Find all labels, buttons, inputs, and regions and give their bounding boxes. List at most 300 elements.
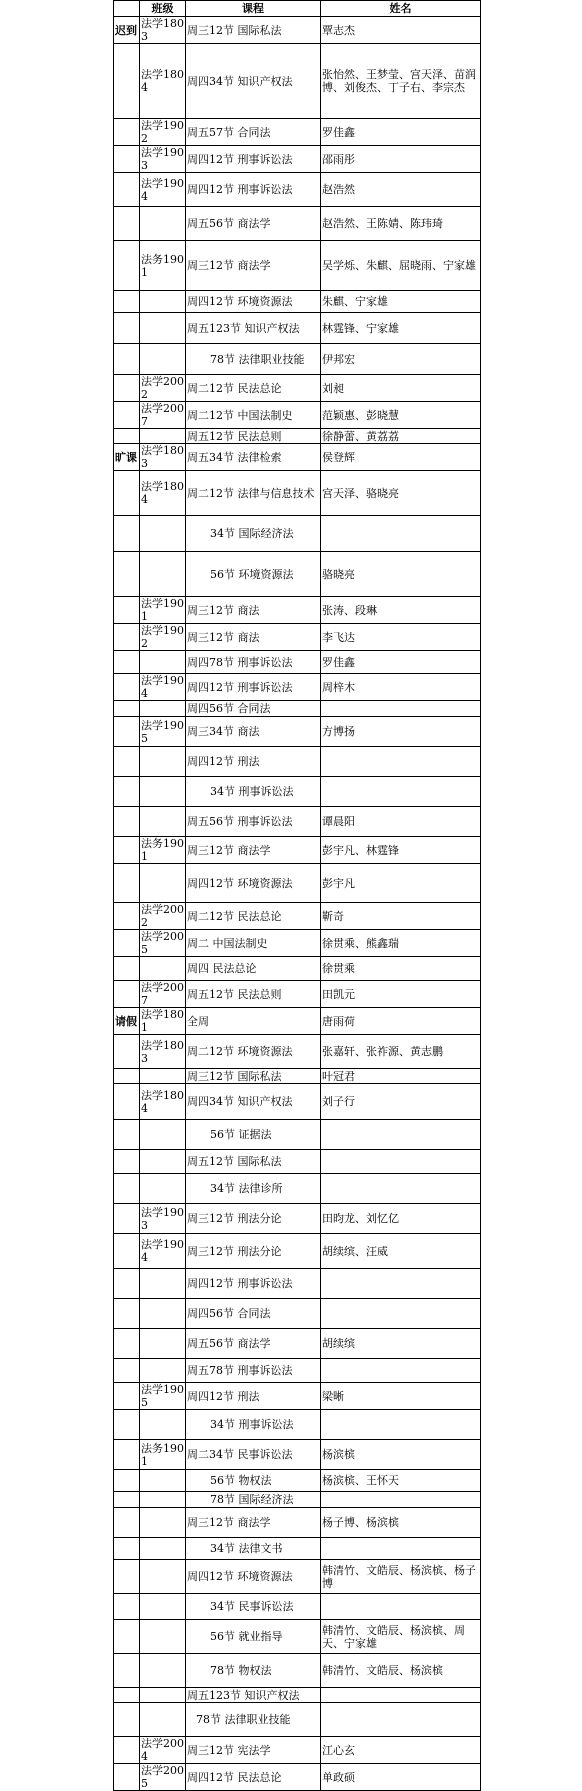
row-category: [114, 597, 140, 624]
row-class: [140, 864, 186, 903]
table-row: [114, 903, 481, 930]
row-names: 徐静蕾、黄荔荔: [321, 429, 481, 444]
row-course: 周四78节 刑事诉讼法: [186, 651, 321, 674]
row-category: [114, 1204, 140, 1234]
row-course: 周三12节 国际私法: [186, 1069, 321, 1084]
table-row: [114, 1174, 481, 1204]
row-names: 韩清竹、文皓辰、杨滨槟、杨子博: [321, 1560, 481, 1594]
row-class: [140, 552, 186, 597]
table-row: [114, 313, 481, 344]
row-class: 法学1901: [141, 597, 184, 623]
row-course: 56节 就业指导: [186, 1620, 321, 1654]
row-course: 周二12节 法律与信息技术: [186, 471, 321, 516]
row-course: 周五34节 法律检索: [186, 444, 321, 471]
row-course: 周五56节 商法学: [186, 207, 321, 241]
table-row: [114, 1234, 481, 1269]
row-names: 杨滨槟: [321, 1440, 481, 1470]
row-names: 谭晨阳: [321, 807, 481, 837]
row-course: 周五56节 商法学: [186, 1329, 321, 1359]
row-names: 江心玄: [321, 1737, 481, 1764]
row-course: 周四12节 刑法: [186, 1383, 321, 1410]
row-category: [114, 1069, 140, 1084]
row-names: 罗佳鑫: [321, 119, 481, 146]
row-names: 靳奇: [321, 903, 481, 930]
row-course: 周二34节 民事诉讼法: [186, 1440, 321, 1470]
row-class: 法学1904: [141, 674, 184, 700]
row-course: 34节 法律诊所: [186, 1174, 321, 1204]
row-category: [114, 717, 140, 747]
table-row: [114, 930, 481, 957]
row-names: [321, 1150, 481, 1174]
table-row: [114, 471, 481, 516]
table-row: [114, 344, 481, 375]
row-class: 法学1803: [141, 444, 184, 470]
row-category: [114, 471, 140, 516]
row-class: 法学2007: [141, 981, 184, 1007]
table-row: [114, 1204, 481, 1234]
row-category: [114, 119, 140, 146]
row-category: [114, 1654, 140, 1688]
row-names: 朱麒、宁家雄: [321, 291, 481, 313]
row-category: [114, 701, 140, 717]
row-names: [321, 1359, 481, 1383]
row-names: 彭宇凡: [321, 864, 481, 903]
row-category: [114, 375, 140, 402]
row-class: 法学2002: [141, 375, 184, 401]
table-row: [114, 1688, 481, 1703]
table-row: [114, 1329, 481, 1359]
row-names: [321, 1594, 481, 1620]
row-class: 法学1903: [141, 1205, 184, 1232]
row-course: 78节 物权法: [186, 1654, 321, 1688]
row-names: 邵雨彤: [321, 146, 481, 173]
row-category: [114, 516, 140, 552]
row-names: 宫天泽、骆晓亮: [321, 471, 481, 516]
row-course: 周四12节 刑事诉讼法: [186, 173, 321, 207]
table-row: [114, 717, 481, 747]
row-names: 胡续缤: [321, 1329, 481, 1359]
row-class: 法学1905: [141, 1383, 184, 1409]
table-row: [114, 1150, 481, 1174]
table-row: [114, 17, 481, 44]
table-row: [114, 1492, 481, 1508]
row-names: 方博扬: [321, 717, 481, 747]
table-body: [114, 17, 481, 1791]
table-row: [114, 1594, 481, 1620]
row-names: [321, 516, 481, 552]
row-class: 法学1902: [141, 119, 184, 145]
table-row: [114, 44, 481, 119]
row-category: [114, 1359, 140, 1383]
table-row: [114, 402, 481, 429]
table-row: [114, 1359, 481, 1383]
table-row: [114, 1538, 481, 1560]
row-category: [114, 1383, 140, 1410]
row-class: [140, 1654, 186, 1688]
row-names: 刘子行: [321, 1084, 481, 1120]
row-class: [140, 957, 186, 981]
row-course: 56节 环境资源法: [186, 552, 321, 597]
table-row: [114, 1084, 481, 1120]
table-row: [114, 1654, 481, 1688]
table-row: [114, 1120, 481, 1150]
row-category: [114, 402, 140, 429]
row-category: [114, 674, 140, 701]
row-names: [321, 1688, 481, 1703]
row-course: 56节 物权法: [186, 1470, 321, 1492]
row-course: 周二12节 民法总论: [186, 375, 321, 402]
row-category: [114, 1492, 140, 1508]
table-row: [114, 173, 481, 207]
row-class: [140, 313, 186, 344]
row-class: 法务1901: [140, 241, 186, 291]
row-course: 周四 民法总论: [186, 957, 321, 981]
row-course: 周四12节 环境资源法: [186, 864, 321, 903]
table-row: [114, 674, 481, 701]
row-names: 张怡然、王梦莹、宫天泽、苗润博、刘俊杰、丁子右、李宗杰: [321, 44, 481, 119]
row-course: 周四34节 知识产权法: [186, 1084, 321, 1120]
row-names: [321, 1120, 481, 1150]
row-category: [114, 981, 140, 1008]
row-class: 法学1902: [141, 624, 184, 650]
row-names: 单政硕: [321, 1764, 481, 1791]
row-names: 骆晓亮: [321, 552, 481, 597]
row-category: [114, 344, 140, 375]
row-names: 吴学烁、朱麒、屈晓雨、宁家雄: [321, 241, 481, 291]
row-course: 周四12节 民法总论: [186, 1764, 321, 1791]
row-class: [140, 807, 186, 837]
row-names: 唐雨荷: [321, 1008, 481, 1035]
row-class: 法务1901: [141, 1441, 184, 1468]
row-names: [321, 1299, 481, 1329]
row-category: [114, 1174, 140, 1204]
row-class: [140, 429, 186, 444]
row-course: 34节 刑事诉讼法: [186, 1410, 321, 1440]
row-class: 法学2005: [141, 1764, 184, 1790]
header-class: 班级: [140, 1, 186, 17]
row-names: 张嘉轩、张祚源、黄志鹏: [321, 1035, 481, 1069]
table-row: [114, 241, 481, 291]
row-category: 迟到: [114, 17, 140, 44]
row-class: [140, 1594, 186, 1620]
row-category: [114, 930, 140, 957]
row-category: [114, 1594, 140, 1620]
table-row: [114, 624, 481, 651]
row-category: [114, 207, 140, 241]
row-course: 周四56节 合同法: [186, 1299, 321, 1329]
row-course: 周五12节 民法总则: [186, 429, 321, 444]
row-category: [114, 1688, 140, 1703]
row-class: 法务1901: [141, 837, 184, 863]
row-names: 伊邦宏: [321, 344, 481, 375]
table-row: [114, 1560, 481, 1594]
row-category: 旷课: [114, 444, 140, 471]
row-class: 法学1903: [141, 146, 184, 172]
row-category: [114, 1329, 140, 1359]
row-course: 全周: [186, 1008, 321, 1035]
row-category: [114, 1737, 140, 1764]
row-course: 周四56节 合同法: [186, 701, 321, 717]
row-course: 78节 法律职业技能: [186, 1703, 321, 1737]
table-row: [114, 1620, 481, 1654]
row-class: [140, 1069, 186, 1084]
row-course: 34节 刑事诉讼法: [186, 777, 321, 807]
row-class: 法学2007: [141, 402, 184, 428]
row-course: 周四12节 刑法: [186, 747, 321, 777]
row-course: 周五57节 合同法: [186, 119, 321, 146]
row-course: 周二 中国法制史: [186, 930, 321, 957]
row-category: [114, 1620, 140, 1654]
table-row: [114, 1299, 481, 1329]
table-row: [114, 1764, 481, 1791]
row-category: [114, 313, 140, 344]
row-category: [114, 903, 140, 930]
table-row: [114, 516, 481, 552]
row-class: [140, 1492, 186, 1508]
row-names: 田昀龙、刘忆亿: [321, 1204, 481, 1234]
row-course: 周四12节 刑事诉讼法: [186, 1269, 321, 1299]
row-class: [140, 291, 186, 313]
row-class: 法学2005: [141, 930, 184, 956]
row-category: [114, 1538, 140, 1560]
table-row: [114, 552, 481, 597]
row-category: [114, 429, 140, 444]
row-names: 林霆锋、宁家雄: [321, 313, 481, 344]
row-course: 78节 国际经济法: [186, 1492, 321, 1508]
row-class: [140, 1703, 186, 1737]
row-names: [321, 1410, 481, 1440]
row-category: [114, 1269, 140, 1299]
row-category: [114, 173, 140, 207]
row-class: [140, 701, 186, 717]
row-course: 周四12节 环境资源法: [186, 291, 321, 313]
table-row: [114, 444, 481, 471]
row-category: [114, 807, 140, 837]
table-row: [114, 981, 481, 1008]
table-row: [114, 119, 481, 146]
table-row: [114, 837, 481, 864]
row-class: [140, 1359, 186, 1383]
row-category: [114, 1234, 140, 1269]
row-names: 徐贯乘: [321, 957, 481, 981]
table-row: [114, 1069, 481, 1084]
row-course: 周四34节 知识产权法: [186, 44, 321, 119]
row-class: 法学1904: [140, 173, 186, 207]
row-names: 赵浩然: [321, 173, 481, 207]
row-names: [321, 1174, 481, 1204]
row-course: 周三34节 商法: [186, 717, 321, 747]
table-row: [114, 207, 481, 241]
table-row: [114, 957, 481, 981]
row-names: 徐贯乘、熊鑫瑞: [321, 930, 481, 957]
row-class: [140, 344, 186, 375]
row-category: [114, 146, 140, 173]
row-course: 周三12节 刑法分论: [186, 1204, 321, 1234]
table-row: [114, 1737, 481, 1764]
row-category: [114, 1150, 140, 1174]
row-course: 周二12节 环境资源法: [186, 1035, 321, 1069]
row-course: 周五123节 知识产权法: [186, 313, 321, 344]
table-row: [114, 1440, 481, 1470]
row-category: [114, 1703, 140, 1737]
row-names: 李飞达: [321, 624, 481, 651]
row-course: 34节 国际经济法: [186, 516, 321, 552]
attendance-table: [113, 0, 481, 1791]
row-category: [114, 552, 140, 597]
row-names: 杨子博、杨滨槟: [321, 1508, 481, 1538]
row-course: 周三12节 商法: [186, 597, 321, 624]
row-class: [140, 777, 186, 807]
table-row: [114, 1470, 481, 1492]
row-class: [140, 747, 186, 777]
row-class: [140, 1410, 186, 1440]
table-row: [114, 597, 481, 624]
row-names: 彭宇凡、林霆锋: [321, 837, 481, 864]
table-row: [114, 375, 481, 402]
row-class: [140, 1269, 186, 1299]
row-names: 叶冠君: [321, 1069, 481, 1084]
row-class: [140, 1120, 186, 1150]
row-category: [114, 1035, 140, 1069]
row-course: 34节 民事诉讼法: [186, 1594, 321, 1620]
row-names: [321, 1703, 481, 1737]
row-course: 周四12节 刑事诉讼法: [186, 674, 321, 701]
table-row: [114, 1703, 481, 1737]
row-names: [321, 1538, 481, 1560]
row-class: [140, 207, 186, 241]
row-course: 周五78节 刑事诉讼法: [186, 1359, 321, 1383]
row-category: [114, 291, 140, 313]
table-row: [114, 864, 481, 903]
table-row: [114, 1008, 481, 1035]
row-course: 34节 法律文书: [186, 1538, 321, 1560]
row-class: 法学2002: [141, 903, 184, 929]
row-class: 法学1804: [140, 44, 186, 119]
row-names: [321, 1492, 481, 1508]
row-names: 田凯元: [321, 981, 481, 1008]
row-category: [114, 957, 140, 981]
row-category: [114, 1299, 140, 1329]
row-class: [140, 1688, 186, 1703]
row-names: [321, 777, 481, 807]
row-names: 梁晰: [321, 1383, 481, 1410]
row-course: 周三12节 国际私法: [186, 17, 321, 44]
row-names: [321, 747, 481, 777]
row-course: 周三12节 商法学: [186, 241, 321, 291]
table-row: [114, 1269, 481, 1299]
row-course: 周五12节 国际私法: [186, 1150, 321, 1174]
row-names: 张涛、段琳: [321, 597, 481, 624]
row-class: 法学1801: [141, 1008, 184, 1034]
row-class: [140, 1174, 186, 1204]
row-course: 周五12节 民法总则: [186, 981, 321, 1008]
row-names: 刘昶: [321, 375, 481, 402]
row-class: [140, 1508, 186, 1538]
table-row: [114, 429, 481, 444]
table-row: [114, 146, 481, 173]
table-row: [114, 651, 481, 674]
table-row: [114, 747, 481, 777]
row-course: 周二12节 中国法制史: [186, 402, 321, 429]
table-row: [114, 1410, 481, 1440]
row-course: 周四12节 刑事诉讼法: [186, 146, 321, 173]
row-category: [114, 1440, 140, 1470]
row-class: 法学1803: [141, 17, 184, 43]
row-course: 周三12节 商法学: [186, 1508, 321, 1538]
row-class: [140, 1470, 186, 1492]
row-course: 周三12节 商法学: [186, 837, 321, 864]
row-names: 覃志杰: [321, 17, 481, 44]
header-category: [114, 1, 140, 17]
row-names: 侯登辉: [321, 444, 481, 471]
row-category: [114, 837, 140, 864]
row-class: [140, 651, 186, 674]
row-category: [114, 1084, 140, 1120]
row-course: 周二12节 民法总论: [186, 903, 321, 930]
row-class: 法学1804: [140, 1084, 186, 1120]
row-category: [114, 651, 140, 674]
row-course: 78节 法律职业技能: [186, 344, 321, 375]
table-row: [114, 1508, 481, 1538]
row-names: 胡续缤、汪威: [321, 1234, 481, 1269]
row-names: 范颖惠、彭晓慧: [321, 402, 481, 429]
header-name: 姓名: [321, 1, 481, 17]
row-class: [140, 1150, 186, 1174]
row-course: 周五123节 知识产权法: [186, 1688, 321, 1703]
row-class: [140, 1620, 186, 1654]
row-category: [114, 1120, 140, 1150]
row-class: [140, 1560, 186, 1594]
row-category: [114, 777, 140, 807]
row-category: [114, 1764, 140, 1791]
row-category: [114, 747, 140, 777]
row-category: [114, 624, 140, 651]
row-category: [114, 864, 140, 903]
row-class: 法学1803: [140, 1035, 186, 1069]
row-category: [114, 241, 140, 291]
row-category: 请假: [114, 1008, 140, 1035]
row-course: 周三12节 商法: [186, 624, 321, 651]
row-category: [114, 44, 140, 119]
header-course: 课程: [186, 1, 321, 17]
row-class: 法学1905: [141, 718, 184, 745]
table-row: [114, 1035, 481, 1069]
table-row: [114, 777, 481, 807]
row-names: 周梓木: [321, 674, 481, 701]
row-category: [114, 1560, 140, 1594]
row-class: 法学1904: [140, 1234, 186, 1269]
row-class: [140, 1329, 186, 1359]
row-names: 韩清竹、文皓辰、杨滨槟、周天、宁家雄: [321, 1620, 481, 1654]
row-course: 周三12节 宪法学: [186, 1737, 321, 1764]
table-row: [114, 807, 481, 837]
row-course: 周三12节 刑法分论: [186, 1234, 321, 1269]
row-names: 韩清竹、文皓辰、杨滨槟: [321, 1654, 481, 1688]
table-row: [114, 1383, 481, 1410]
row-class: [140, 1538, 186, 1560]
row-course: 周五56节 刑事诉讼法: [186, 807, 321, 837]
header-row: [114, 1, 481, 17]
row-category: [114, 1508, 140, 1538]
row-class: 法学1804: [140, 471, 186, 516]
row-course: 周四12节 环境资源法: [186, 1560, 321, 1594]
table-row: [114, 291, 481, 313]
row-category: [114, 1470, 140, 1492]
row-category: [114, 1410, 140, 1440]
table-row: [114, 701, 481, 717]
row-names: [321, 1269, 481, 1299]
row-names: 罗佳鑫: [321, 651, 481, 674]
